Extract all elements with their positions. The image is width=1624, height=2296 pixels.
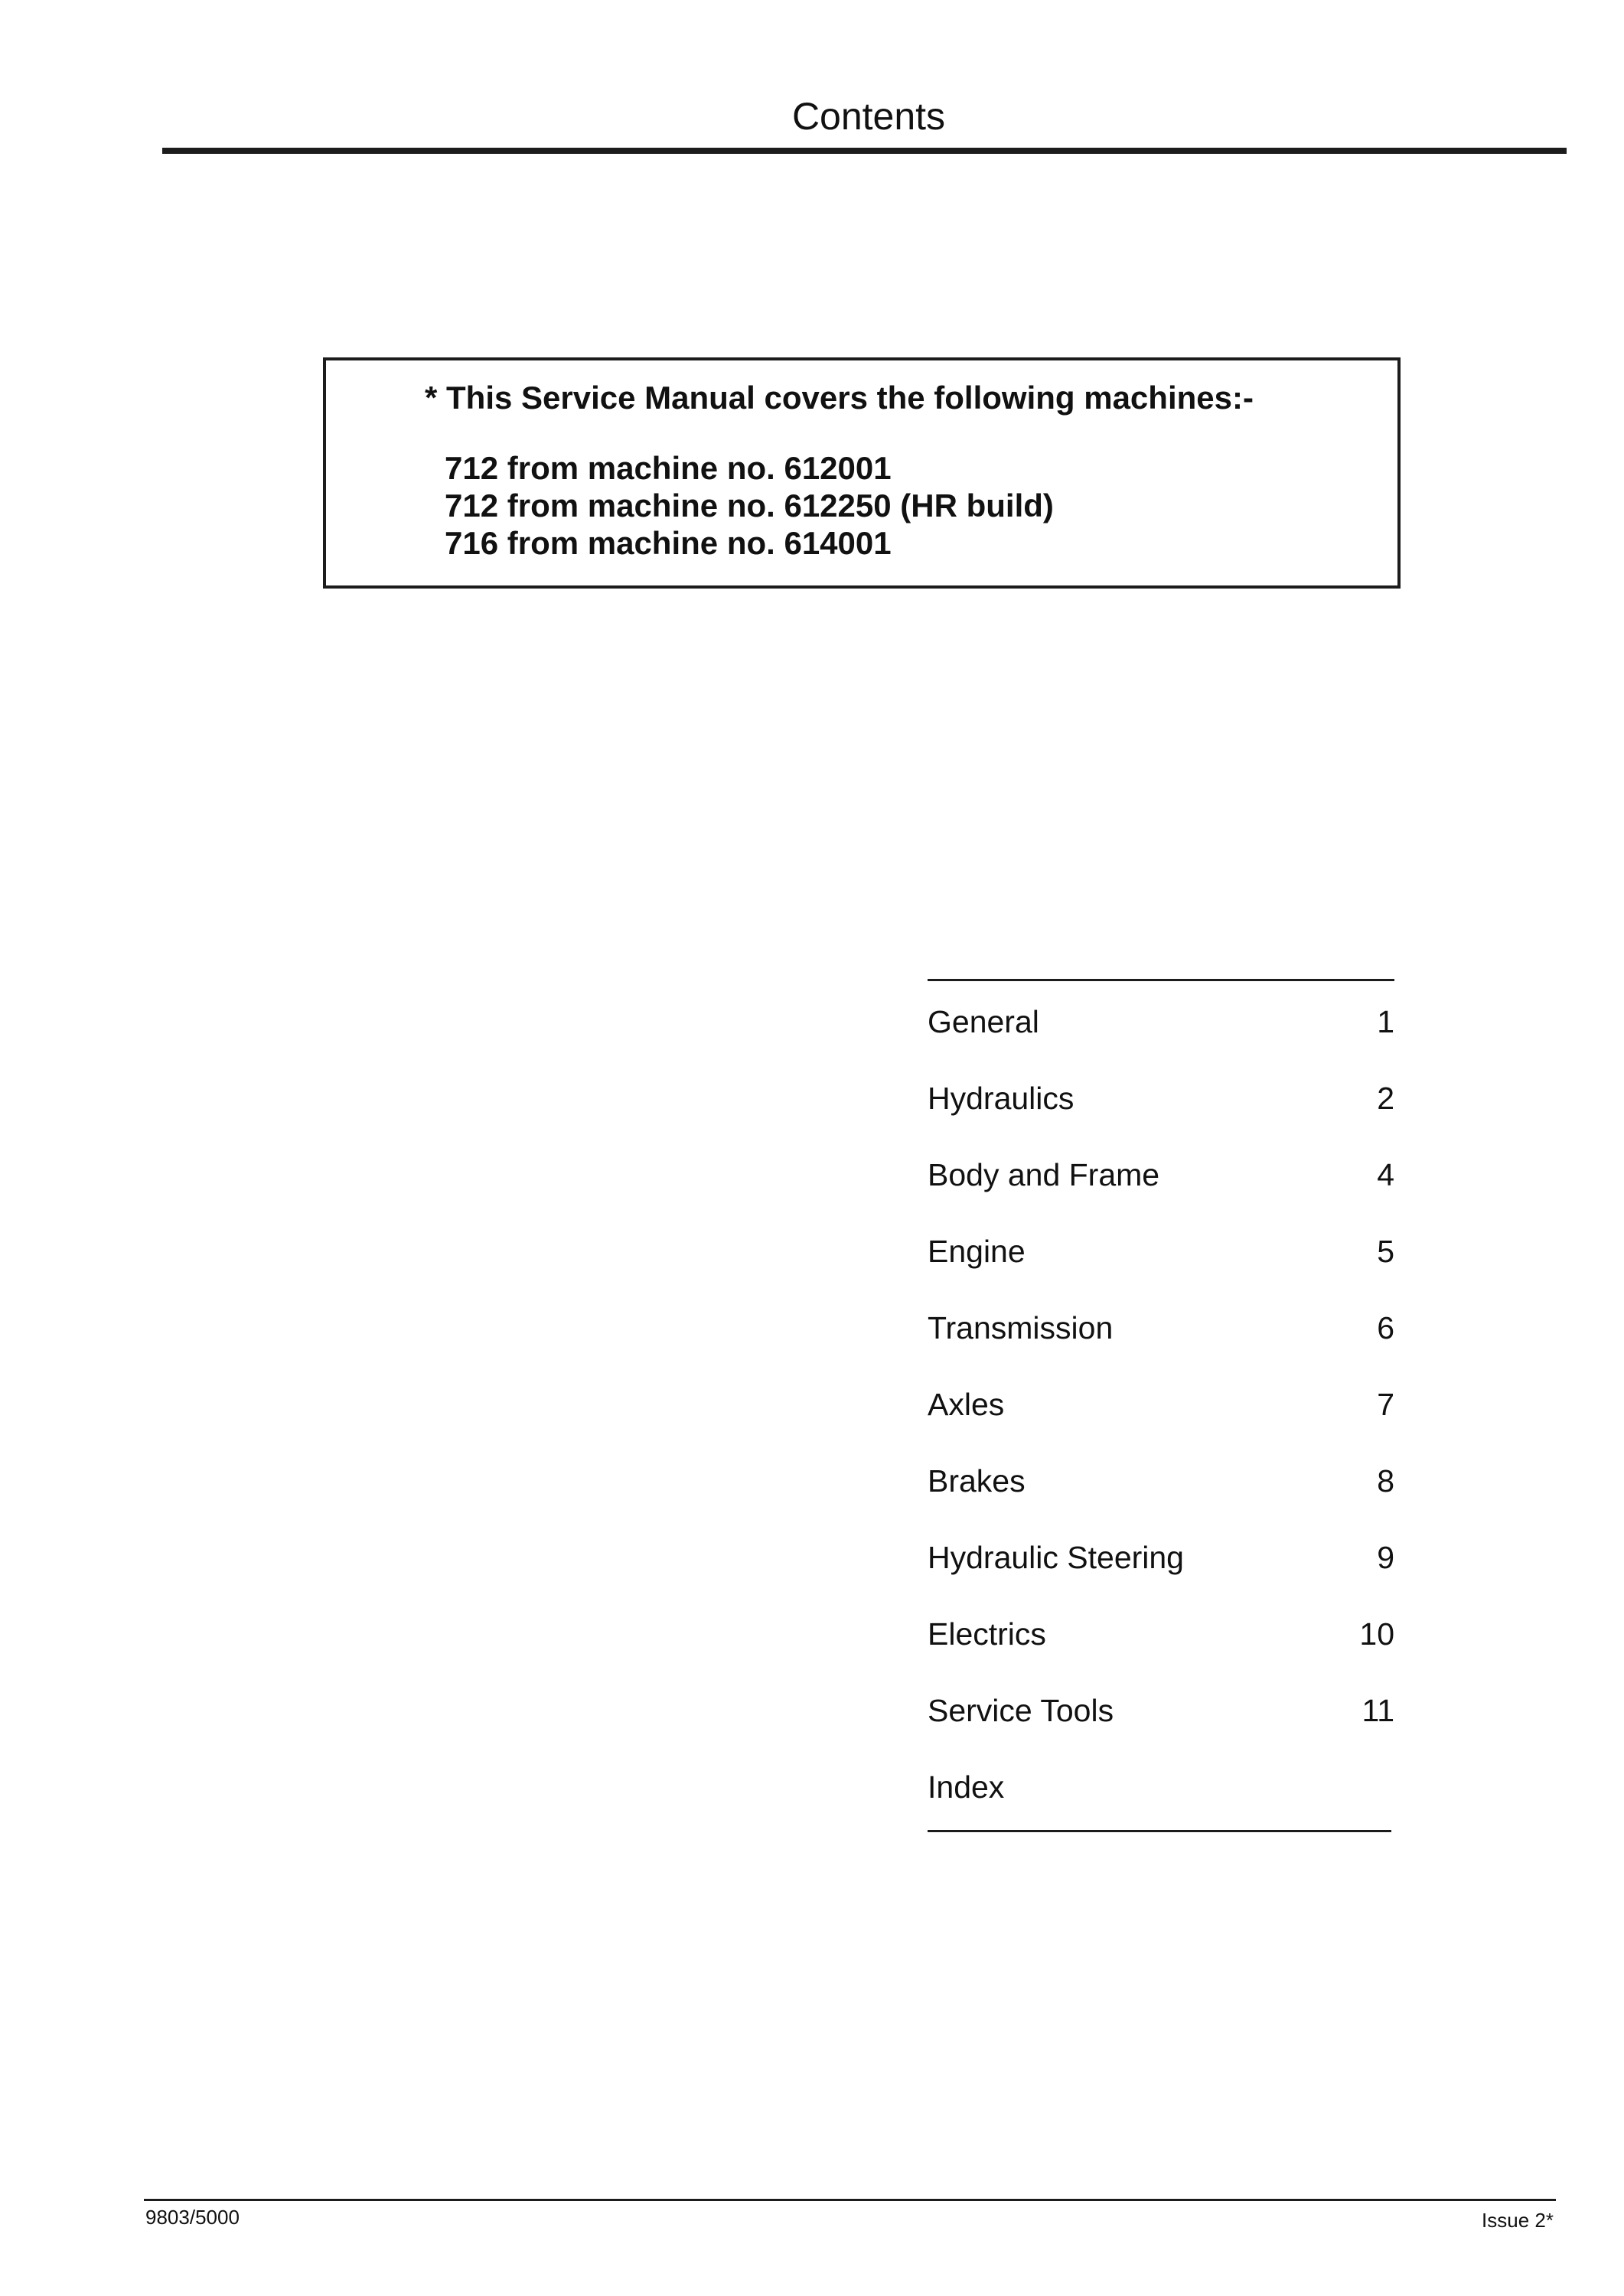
toc-item-label: Hydraulics xyxy=(928,1081,1075,1116)
toc-item-section-number: 2 xyxy=(1377,1081,1394,1116)
page-title: Contents xyxy=(791,95,946,138)
notice-line: 712 from machine no. 612250 (HR build) xyxy=(445,488,1054,523)
toc-item-label: Body and Frame xyxy=(928,1157,1160,1192)
toc-item-label: Index xyxy=(928,1769,1005,1805)
toc-item-electrics[interactable] xyxy=(928,1611,1394,1657)
toc-list xyxy=(928,981,1394,1830)
toc-item-section-number: 10 xyxy=(1359,1616,1394,1652)
document-code: 9803/5000 xyxy=(145,2206,240,2229)
toc-item-section-number: 4 xyxy=(1377,1157,1394,1192)
toc-item-transmission[interactable] xyxy=(928,1305,1394,1351)
toc-item-service-tools[interactable] xyxy=(928,1688,1394,1733)
toc-item-section-number: 1 xyxy=(1377,1004,1394,1039)
footer-rule xyxy=(144,2199,1556,2201)
notice-heading: * This Service Manual covers the following machines:- xyxy=(425,380,1254,416)
toc-item-label: Transmission xyxy=(928,1310,1114,1345)
toc-item-label: Hydraulic Steering xyxy=(928,1540,1184,1575)
notice-line: 712 from machine no. 612001 xyxy=(445,450,892,486)
toc-item-label: Engine xyxy=(928,1234,1026,1269)
machine-coverage-notice xyxy=(323,357,1401,589)
header-rule xyxy=(162,148,1567,154)
issue-label: Issue 2* xyxy=(1482,2209,1554,2232)
toc-item-label: Axles xyxy=(928,1387,1005,1422)
toc-item-label: Electrics xyxy=(928,1616,1046,1652)
toc-item-label: Brakes xyxy=(928,1463,1026,1499)
toc-item-hydraulics[interactable] xyxy=(928,1075,1394,1121)
toc-item-body-and-frame[interactable] xyxy=(928,1152,1394,1198)
toc-item-engine[interactable] xyxy=(928,1228,1394,1274)
notice-line: 716 from machine no. 614001 xyxy=(445,525,892,561)
toc-item-brakes[interactable] xyxy=(928,1458,1394,1504)
toc-item-index[interactable] xyxy=(928,1764,1394,1810)
toc-item-section-number: 11 xyxy=(1361,1693,1394,1728)
toc-bottom-rule xyxy=(928,1830,1391,1832)
toc-item-section-number: 6 xyxy=(1377,1310,1394,1345)
toc-item-section-number: 8 xyxy=(1377,1463,1394,1499)
table-of-contents xyxy=(928,979,1394,1832)
toc-item-section-number: 7 xyxy=(1377,1387,1394,1422)
toc-item-general[interactable] xyxy=(928,999,1394,1045)
toc-item-label: General xyxy=(928,1004,1039,1039)
toc-item-section-number: 5 xyxy=(1377,1234,1394,1269)
toc-item-label: Service Tools xyxy=(928,1693,1114,1728)
toc-item-hydraulic-steering[interactable] xyxy=(928,1534,1394,1580)
toc-item-section-number: 9 xyxy=(1377,1540,1394,1575)
toc-item-axles[interactable] xyxy=(928,1381,1394,1427)
